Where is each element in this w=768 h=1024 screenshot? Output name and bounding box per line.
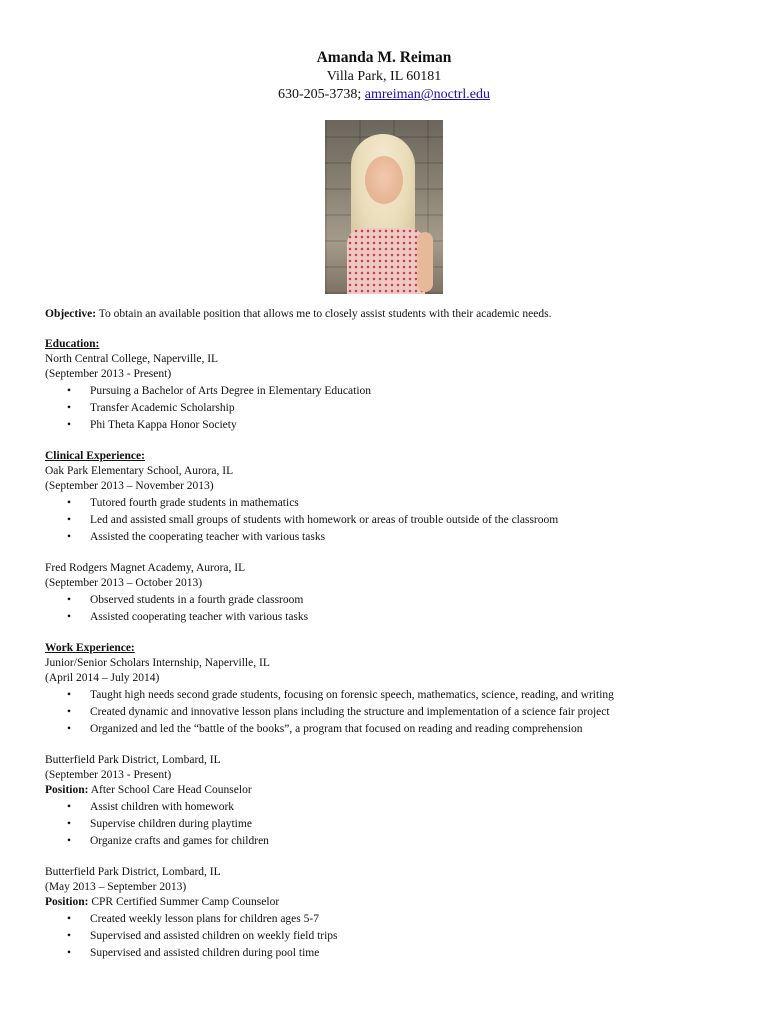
work-heading: Work Experience: (45, 642, 135, 654)
list-item: • Created weekly lesson plans for children ages 5-7 (45, 911, 728, 928)
bullet-icon: • (67, 706, 72, 718)
work-place: Butterfield Park District, Lombard, IL (45, 866, 221, 878)
work-position (45, 895, 728, 910)
education-heading: Education: (45, 338, 100, 350)
list-item: • Tutored fourth grade students in mathematics (45, 495, 728, 512)
clinical-entry (45, 464, 728, 546)
position-title: CPR Certified Summer Camp Counselor (88, 896, 280, 908)
objective-text: To obtain an available position that allows me to closely assist students with their academic needs. (96, 308, 552, 320)
work-entry (45, 865, 728, 962)
clinical-bullets (45, 495, 728, 546)
list-item: • Created dynamic and innovative lesson plans including the structure and implementation of a science fair project (45, 704, 728, 721)
clinical-heading: Clinical Experience: (45, 450, 145, 462)
phone-number: 630-205-3738; (278, 87, 365, 102)
work-dates: (April 2014 – July 2014) (45, 672, 160, 684)
education-dates: (September 2013 - Present) (45, 368, 172, 380)
work-bullets (45, 799, 728, 850)
work-dates: (May 2013 – September 2013) (45, 881, 187, 893)
clinical-bullets (45, 592, 728, 626)
clinical-entry (45, 561, 728, 626)
list-item: • Assisted the cooperating teacher with various tasks (45, 529, 728, 546)
education-school: North Central College, Naperville, IL (45, 353, 219, 365)
work-place: Butterfield Park District, Lombard, IL (45, 754, 221, 766)
clinical-dates: (September 2013 – October 2013) (45, 577, 203, 589)
bullet-icon: • (67, 723, 72, 735)
list-item: • Supervised and assisted children during pool time (45, 945, 728, 962)
clinical-place: Oak Park Elementary School, Aurora, IL (45, 465, 234, 477)
work-dates: (September 2013 - Present) (45, 769, 172, 781)
resume-header (0, 0, 768, 294)
bullet-icon: • (67, 818, 72, 830)
clinical-dates: (September 2013 – November 2013) (45, 480, 214, 492)
resume-body (0, 307, 768, 962)
work-bullets (45, 911, 728, 962)
list-item: • Organized and led the “battle of the books”, a program that focused on reading and reading comprehension (45, 721, 728, 738)
list-item: • Organize crafts and games for children (45, 833, 728, 850)
bullet-icon: • (67, 835, 72, 847)
education-section (45, 337, 728, 434)
work-bullets (45, 687, 728, 738)
bullet-icon: • (67, 913, 72, 925)
work-position (45, 783, 728, 798)
list-item: • Supervise children during playtime (45, 816, 728, 833)
bullet-icon: • (67, 801, 72, 813)
bullet-icon: • (67, 531, 72, 543)
bullet-icon: • (67, 385, 72, 397)
list-item: • Assisted cooperating teacher with various tasks (45, 609, 728, 626)
clinical-section (45, 449, 728, 626)
clinical-place: Fred Rodgers Magnet Academy, Aurora, IL (45, 562, 246, 574)
applicant-name: Amanda M. Reiman (316, 49, 452, 66)
email-link[interactable]: amreiman@noctrl.edu (364, 87, 490, 102)
position-label: Position: (45, 896, 89, 908)
list-item: • Assist children with homework (45, 799, 728, 816)
work-section (45, 641, 728, 962)
bullet-icon: • (67, 947, 72, 959)
list-item: • Pursuing a Bachelor of Arts Degree in Elementary Education (45, 383, 728, 400)
bullet-icon: • (67, 402, 72, 414)
list-item: • Led and assisted small groups of students with homework or areas of trouble outside of the classroom (45, 512, 728, 529)
bullet-icon: • (67, 611, 72, 623)
bullet-icon: • (67, 930, 72, 942)
bullet-icon: • (67, 514, 72, 526)
list-item: • Transfer Academic Scholarship (45, 400, 728, 417)
objective-label: Objective: (45, 308, 97, 320)
position-label: Position: (45, 784, 89, 796)
applicant-photo (325, 120, 443, 294)
objective-line (45, 307, 728, 322)
list-item: • Phi Theta Kappa Honor Society (45, 417, 728, 434)
position-title: After School Care Head Counselor (88, 784, 252, 796)
list-item: • Observed students in a fourth grade classroom (45, 592, 728, 609)
list-item: • Taught high needs second grade students, focusing on forensic speech, mathematics, science, reading, and writing (45, 687, 728, 704)
work-entry (45, 753, 728, 850)
bullet-icon: • (67, 419, 72, 431)
contact-line (0, 86, 768, 104)
bullet-icon: • (67, 689, 72, 701)
bullet-icon: • (67, 497, 72, 509)
work-place: Junior/Senior Scholars Internship, Naperville, IL (45, 657, 270, 669)
list-item: • Supervised and assisted children on weekly field trips (45, 928, 728, 945)
applicant-address: Villa Park, IL 60181 (326, 69, 442, 84)
bullet-icon: • (67, 594, 72, 606)
work-entry (45, 656, 728, 738)
education-bullets (45, 383, 728, 434)
